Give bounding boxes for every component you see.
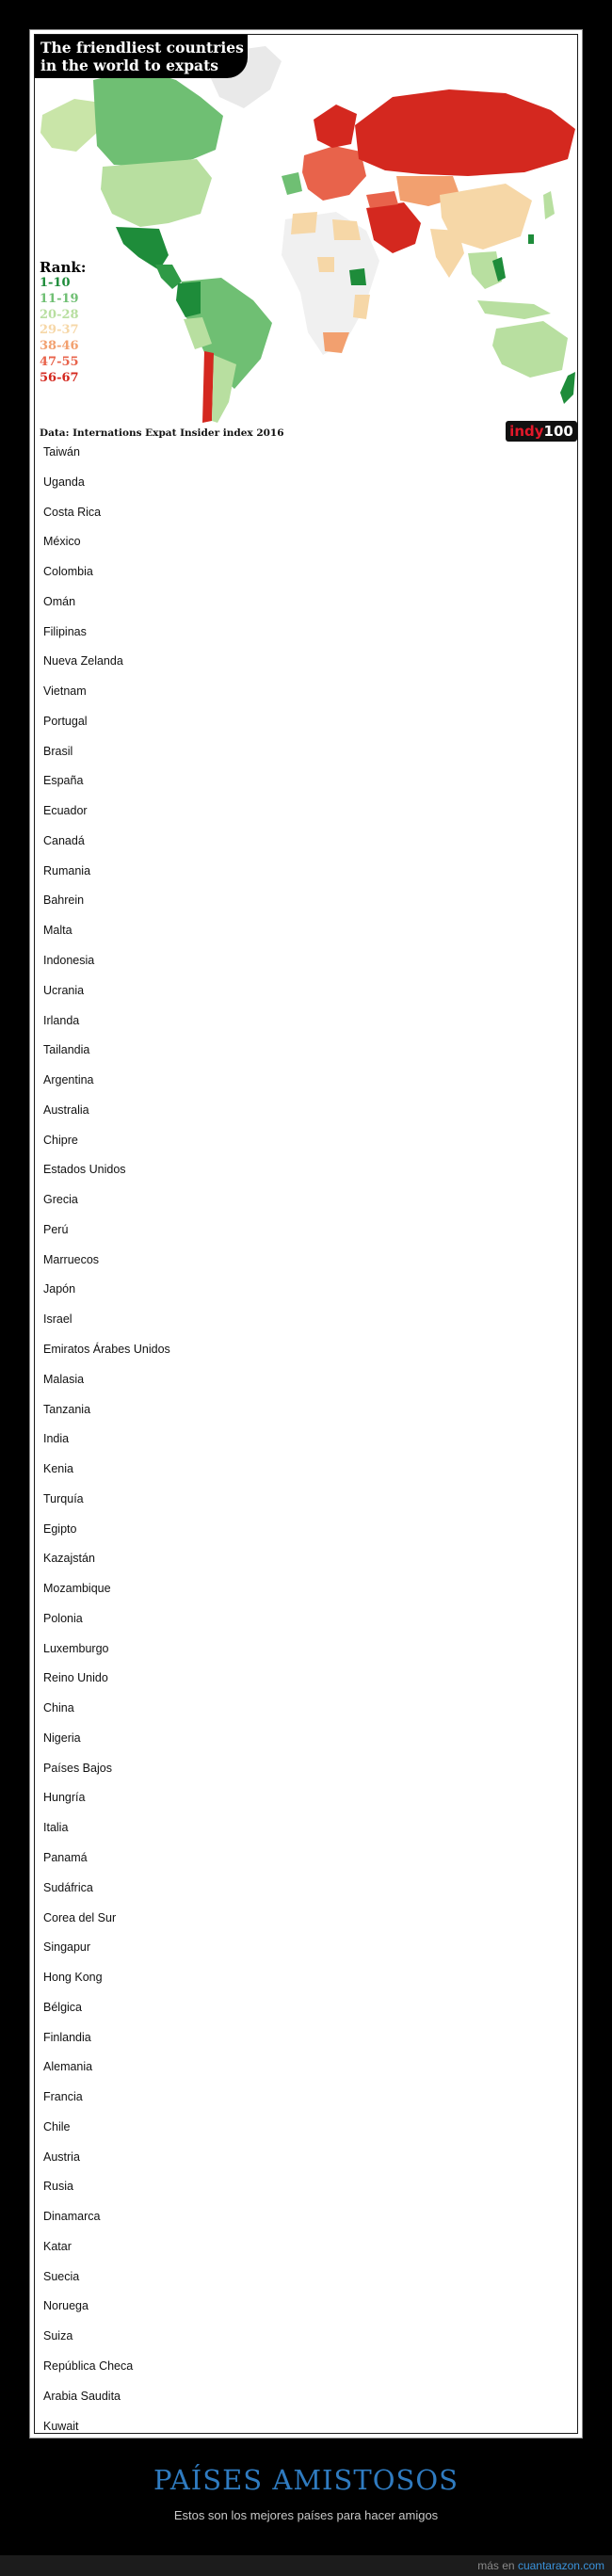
map-title-box bbox=[35, 35, 248, 78]
world-map bbox=[35, 35, 578, 443]
list-item: Estados Unidos bbox=[43, 1163, 126, 1177]
list-item: Malta bbox=[43, 924, 72, 938]
list-item: Ucrania bbox=[43, 983, 85, 997]
logo-text-100: 100 bbox=[543, 423, 573, 440]
legend-item: 20-28 bbox=[40, 307, 79, 322]
list-item: Vietnam bbox=[43, 684, 87, 699]
list-item: Marruecos bbox=[43, 1252, 100, 1266]
list-item: Colombia bbox=[43, 565, 93, 579]
list-item: Rusia bbox=[43, 2180, 73, 2194]
map-title-line-1: The friendliest countries bbox=[40, 39, 244, 56]
list-item: Reino Unido bbox=[43, 1671, 108, 1685]
list-item: Bahrein bbox=[43, 894, 85, 908]
list-item: Australia bbox=[43, 1103, 89, 1117]
post-subtitle: Estos son los mejores países para hacer amigos bbox=[173, 2508, 439, 2522]
list-item: Canadá bbox=[43, 833, 85, 847]
world-map-shapes bbox=[35, 35, 578, 443]
list-item: Tailandia bbox=[43, 1043, 90, 1057]
list-item: Hong Kong bbox=[43, 1971, 103, 1985]
country-list bbox=[43, 445, 571, 2434]
list-item: Bélgica bbox=[43, 2000, 82, 2014]
list-item: Suiza bbox=[43, 2329, 73, 2343]
list-item: Japón bbox=[43, 1282, 76, 1296]
list-item: Grecia bbox=[43, 1193, 78, 1207]
list-item: China bbox=[43, 1701, 74, 1715]
list-item: Chipre bbox=[43, 1133, 78, 1147]
list-item: Brasil bbox=[43, 744, 73, 758]
list-item: Nueva Zelanda bbox=[43, 654, 123, 668]
footer-prefix: más en bbox=[477, 2559, 515, 2572]
legend-title: Rank: bbox=[40, 259, 87, 276]
list-item: India bbox=[43, 1432, 70, 1446]
list-item: Francia bbox=[43, 2090, 83, 2104]
map-title-line-2: in the world to expats bbox=[40, 56, 218, 74]
list-item: Emiratos Árabes Unidos bbox=[43, 1342, 170, 1356]
list-item: Italia bbox=[43, 1821, 69, 1835]
legend-item: 38-46 bbox=[40, 339, 79, 354]
footer-link[interactable]: cuantarazon.com bbox=[517, 2559, 604, 2572]
list-item: Filipinas bbox=[43, 624, 87, 638]
list-item: Dinamarca bbox=[43, 2210, 101, 2224]
legend-item: 11-19 bbox=[40, 291, 79, 306]
legend-item: 29-37 bbox=[40, 323, 79, 338]
list-item: Finlandia bbox=[43, 2030, 91, 2044]
list-item: Arabia Saudita bbox=[43, 2389, 121, 2403]
list-item: Katar bbox=[43, 2239, 72, 2253]
list-item: Suecia bbox=[43, 2269, 80, 2283]
legend-item: 1-10 bbox=[40, 276, 71, 290]
list-item: Nigeria bbox=[43, 1731, 81, 1745]
list-item: Costa Rica bbox=[43, 505, 102, 519]
list-item: Rumania bbox=[43, 863, 91, 877]
list-item: Omán bbox=[43, 594, 76, 608]
list-item: Taiwán bbox=[43, 445, 80, 459]
list-item: Perú bbox=[43, 1222, 69, 1236]
list-item: Indonesia bbox=[43, 954, 95, 968]
list-item: Egipto bbox=[43, 1521, 77, 1536]
list-item: Sudáfrica bbox=[43, 1880, 93, 1894]
list-item: Países Bajos bbox=[43, 1761, 112, 1775]
list-item: Noruega bbox=[43, 2299, 89, 2313]
list-item: Polonia bbox=[43, 1611, 83, 1625]
list-item: Chile bbox=[43, 2119, 71, 2133]
post-image[interactable] bbox=[34, 34, 578, 2434]
post-card bbox=[29, 29, 583, 2439]
footer-text bbox=[477, 2559, 604, 2572]
legend-item: 56-67 bbox=[40, 370, 79, 385]
list-item: Ecuador bbox=[43, 804, 88, 818]
list-item: España bbox=[43, 774, 84, 788]
list-item: Luxemburgo bbox=[43, 1641, 109, 1655]
list-item: Israel bbox=[43, 1312, 72, 1327]
list-item: Malasia bbox=[43, 1372, 85, 1386]
list-item: Kenia bbox=[43, 1462, 73, 1476]
list-item: Irlanda bbox=[43, 1013, 80, 1027]
list-item: Kuwait bbox=[43, 2419, 79, 2433]
list-item: Turquía bbox=[43, 1491, 84, 1505]
list-item: Singapur bbox=[43, 1940, 91, 1955]
indy100-logo bbox=[506, 421, 577, 442]
list-item: Portugal bbox=[43, 714, 88, 728]
list-item: Austria bbox=[43, 2149, 80, 2164]
list-item: Uganda bbox=[43, 475, 85, 489]
list-item: Alemania bbox=[43, 2060, 93, 2074]
list-item: Tanzania bbox=[43, 1402, 91, 1416]
footer-bar bbox=[0, 2555, 612, 2576]
list-item: México bbox=[43, 535, 81, 549]
logo-text-indy: indy bbox=[509, 423, 544, 440]
list-item: Corea del Sur bbox=[43, 1910, 117, 1924]
list-item: Mozambique bbox=[43, 1582, 111, 1596]
list-item: Argentina bbox=[43, 1073, 94, 1087]
post-headline[interactable]: PAÍSES AMISTOSOS bbox=[153, 2464, 459, 2496]
legend-item: 47-55 bbox=[40, 355, 79, 369]
list-item: Kazajstán bbox=[43, 1552, 95, 1566]
list-item: Panamá bbox=[43, 1850, 88, 1864]
data-source: Data: Internations Expat Insider index 2016 bbox=[40, 427, 284, 439]
list-item: Hungría bbox=[43, 1791, 86, 1805]
list-item: República Checa bbox=[43, 2359, 134, 2373]
